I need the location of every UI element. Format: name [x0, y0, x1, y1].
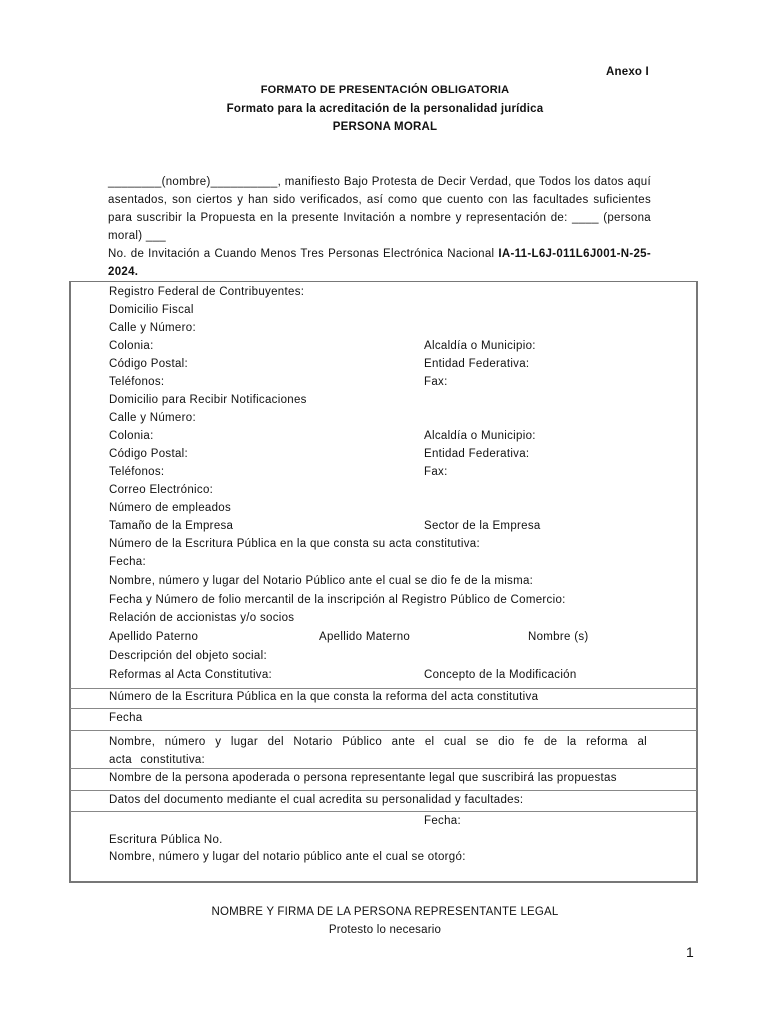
- domicilio-fiscal-label: Domicilio Fiscal: [109, 304, 194, 316]
- divider: [70, 708, 697, 709]
- concepto-label: Concepto de la Modificación: [424, 669, 577, 681]
- cp-label: Código Postal:: [109, 358, 188, 370]
- alcaldia-notif-label: Alcaldía o Municipio:: [424, 430, 536, 442]
- accionistas-label: Relación de accionistas y/o socios: [109, 612, 295, 624]
- fecha-documento-label: Fecha:: [424, 815, 461, 827]
- datos-documento-label: Datos del documento mediante el cual acredita su personalidad y facultades:: [109, 794, 524, 806]
- calle-notif-label: Calle y Número:: [109, 412, 196, 424]
- fax-notif-label: Fax:: [424, 466, 448, 478]
- apellido-paterno-label: Apellido Paterno: [109, 631, 199, 643]
- notario-reforma-label: Nombre, número y lugar del Notario Público ante el cual se dio fe de la reforma al acta constitutiva:: [109, 736, 647, 766]
- colonia-label: Colonia:: [109, 340, 154, 352]
- apellido-materno-label: Apellido Materno: [319, 631, 411, 643]
- page-number: 1: [686, 944, 694, 960]
- fax-label: Fax:: [424, 376, 448, 388]
- calle-label: Calle y Número:: [109, 322, 196, 334]
- entidad-notif-label: Entidad Federativa:: [424, 448, 530, 460]
- notario-label: Nombre, número y lugar del Notario Público ante el cual se dio fe de la misma:: [109, 575, 534, 587]
- entidad-label: Entidad Federativa:: [424, 358, 530, 370]
- sector-label: Sector de la Empresa: [424, 520, 541, 532]
- divider: [70, 811, 697, 812]
- signature-caption: NOMBRE Y FIRMA DE LA PERSONA REPRESENTANTE LEGAL: [211, 906, 559, 918]
- rfc-label: Registro Federal de Contribuyentes:: [109, 286, 305, 298]
- alcaldia-label: Alcaldía o Municipio:: [424, 340, 536, 352]
- fecha-label: Fecha:: [109, 556, 146, 568]
- divider: [70, 688, 697, 689]
- empleados-label: Número de empleados: [109, 502, 232, 514]
- invitation-code: IA-11-L6J-011L6J001-N-25-2024.: [108, 248, 651, 278]
- escritura-no-label: Escritura Pública No.: [109, 834, 223, 846]
- domicilio-notificaciones-label: Domicilio para Recibir Notificaciones: [109, 394, 307, 406]
- document-subtitle: Formato para la acreditación de la personalidad jurídica: [226, 103, 544, 115]
- notario-otorgo-label: Nombre, número y lugar del notario público ante el cual se otorgó:: [109, 851, 466, 863]
- colonia-notif-label: Colonia:: [109, 430, 154, 442]
- escritura-label: Número de la Escritura Pública en la que consta su acta constitutiva:: [109, 538, 480, 550]
- reformas-label: Reformas al Acta Constitutiva:: [109, 669, 273, 681]
- nombres-label: Nombre (s): [528, 631, 589, 643]
- document-type: PERSONA MORAL: [332, 121, 438, 133]
- divider: [70, 730, 697, 731]
- correo-label: Correo Electrónico:: [109, 484, 214, 496]
- tamano-label: Tamaño de la Empresa: [109, 520, 234, 532]
- divider: [70, 790, 697, 791]
- fecha-reforma-label: Fecha: [109, 712, 143, 724]
- invitation-number: [108, 245, 651, 281]
- document-title: FORMATO DE PRESENTACIÓN OBLIGATORIA: [260, 84, 510, 96]
- declaration-paragraph: ________(nombre)__________, manifiesto Bajo Protesta de Decir Verdad, que Todos los datos aquí asentados, son ciertos y han sido verificados, así como que cuento con las facultades suficientes para suscribir la Propuesta en la presente Invitación a nombre y representación de: ____ (persona moral) ___: [108, 176, 651, 242]
- escritura-reforma-label: Número de la Escritura Pública en la que consta la reforma del acta constitutiva: [109, 691, 539, 703]
- divider: [70, 768, 697, 769]
- protesto-text: Protesto lo necesario: [328, 924, 442, 936]
- cp-notif-label: Código Postal:: [109, 448, 188, 460]
- objeto-social-label: Descripción del objeto social:: [109, 650, 267, 662]
- telefonos-notif-label: Teléfonos:: [109, 466, 165, 478]
- folio-label: Fecha y Número de folio mercantil de la inscripción al Registro Público de Comercio:: [109, 594, 566, 606]
- invitation-prefix: No. de Invitación a Cuando Menos Tres Personas Electrónica Nacional: [108, 248, 499, 260]
- annex-label: Anexo I: [606, 66, 649, 78]
- telefonos-label: Teléfonos:: [109, 376, 165, 388]
- apoderado-label: Nombre de la persona apoderada o persona representante legal que suscribirá las propuestas: [109, 772, 617, 784]
